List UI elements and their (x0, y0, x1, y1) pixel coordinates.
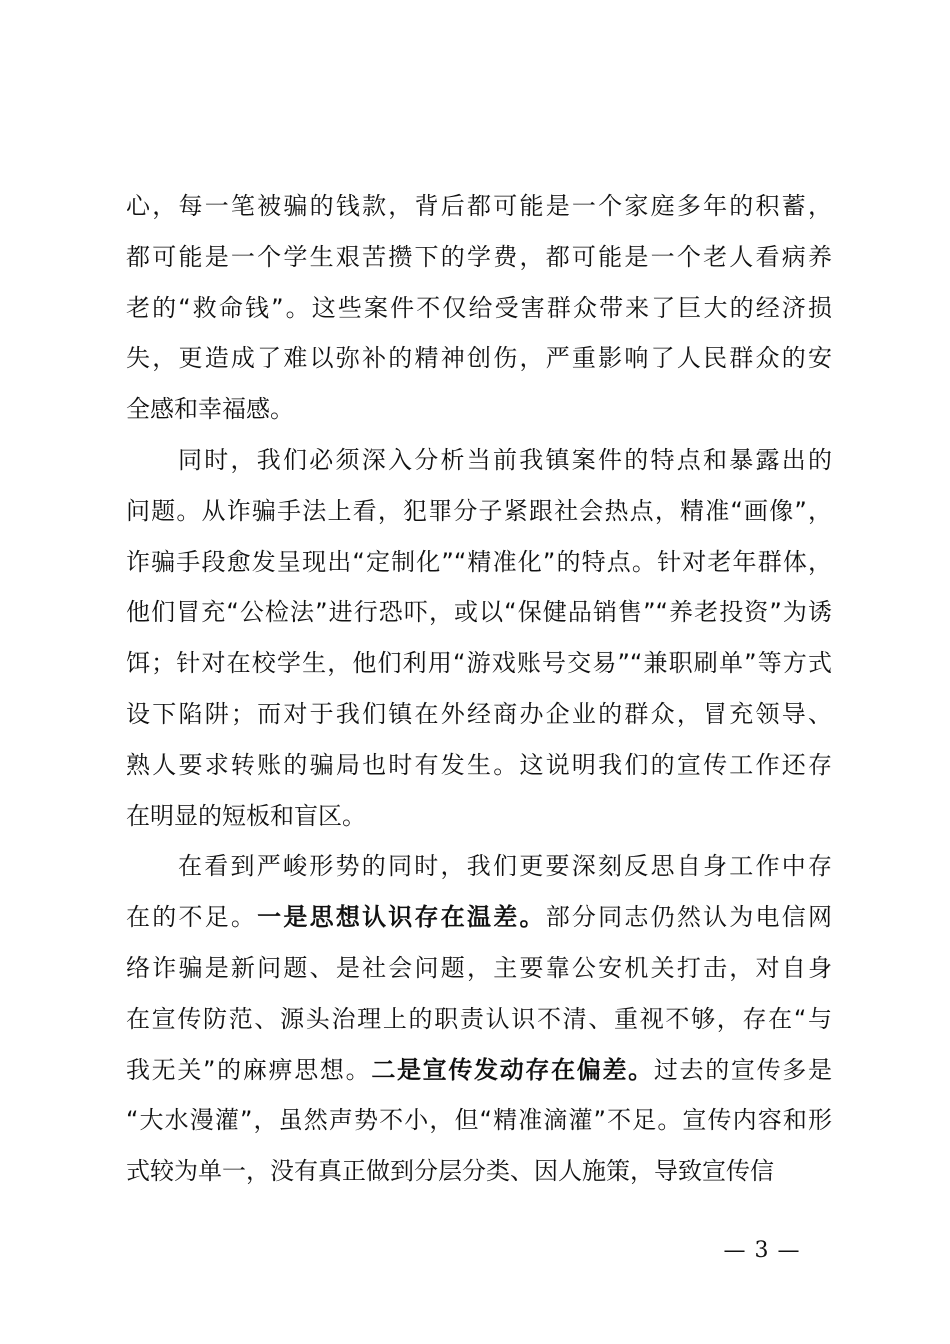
text-run: 失，更造成了难以弥补的精神创伤，严重影响了人民群众的安 (126, 344, 832, 373)
text-line (126, 892, 832, 943)
paragraph (126, 841, 832, 1197)
text-run: 同时，我们必须深入分析当前我镇案件的特点和暴露出的 (178, 445, 832, 474)
text-line (126, 791, 832, 842)
text-run: 部分同志仍然认为电信网 (545, 903, 832, 932)
text-run: 熟人要求转账的骗局也时有发生。这说明我们的宣传工作还存 (126, 750, 832, 779)
text-run: 全感和幸福感。 (126, 395, 294, 424)
text-line (126, 740, 832, 791)
text-run: 过去的宣传多是 (653, 1055, 832, 1084)
text-line (126, 537, 832, 588)
text-run: 问题。从诈骗手法上看，犯罪分子紧跟社会热点，精准“画像”， (126, 496, 832, 525)
text-run: 在看到严峻形势的同时，我们更要深刻反思自身工作中存 (178, 852, 832, 881)
text-run: 都可能是一个学生艰苦攒下的学费，都可能是一个老人看病养 (126, 242, 832, 271)
text-run: 心，每一笔被骗的钱款，背后都可能是一个家庭多年的积蓄， (126, 192, 832, 220)
text-run: 在宣传防范、源头治理上的职责认识不清、重视不够，存在“与 (126, 1004, 832, 1033)
text-run: 我无关”的麻痹思想。 (126, 1055, 372, 1084)
text-line (126, 638, 832, 689)
text-line (126, 1146, 832, 1197)
text-run: 设下陷阱；而对于我们镇在外经商办企业的群众，冒充领导、 (126, 699, 832, 728)
text-run: 络诈骗是新问题、是社会问题，主要靠公安机关打击，对自身 (126, 953, 832, 982)
text-run: 老的“救命钱”。这些案件不仅给受害群众带来了巨大的经济损 (126, 293, 832, 322)
text-line (126, 283, 832, 334)
text-run: 饵；针对在校学生，他们利用“游戏账号交易”“兼职刷单”等方式 (126, 649, 832, 678)
text-run: 他们冒充“公检法”进行恐吓，或以“保健品销售”“养老投资”为诱 (126, 598, 832, 627)
text-line (126, 486, 832, 537)
text-run: 式较为单一，没有真正做到分层分类、因人施策，导致宣传信 (126, 1157, 774, 1186)
paragraph (126, 181, 832, 435)
text-run: 诈骗手段愈发呈现出“定制化”“精准化”的特点。针对老年群体， (126, 547, 832, 576)
text-line (126, 384, 832, 435)
text-line (126, 333, 832, 384)
text-line (126, 1045, 832, 1096)
text-line (126, 1095, 832, 1146)
text-line (126, 435, 832, 486)
text-line (126, 994, 832, 1045)
bold-heading-phrase: 二是宣传发动存在偏差。 (371, 1055, 654, 1084)
text-line (126, 943, 832, 994)
text-line (126, 181, 832, 232)
page-number: — 3 — (723, 1238, 801, 1263)
text-line (126, 587, 832, 638)
paragraph (126, 435, 832, 841)
text-run: 在明显的短板和盲区。 (126, 801, 366, 830)
text-run: 在的不足。 (126, 903, 258, 932)
text-line (126, 841, 832, 892)
text-line (126, 232, 832, 283)
text-line (126, 689, 832, 740)
body-text (126, 181, 832, 1197)
text-run: “大水漫灌”，虽然声势不小，但“精准滴灌”不足。宣传内容和形 (126, 1106, 832, 1135)
bold-heading-phrase: 一是思想认识存在温差。 (257, 903, 546, 932)
